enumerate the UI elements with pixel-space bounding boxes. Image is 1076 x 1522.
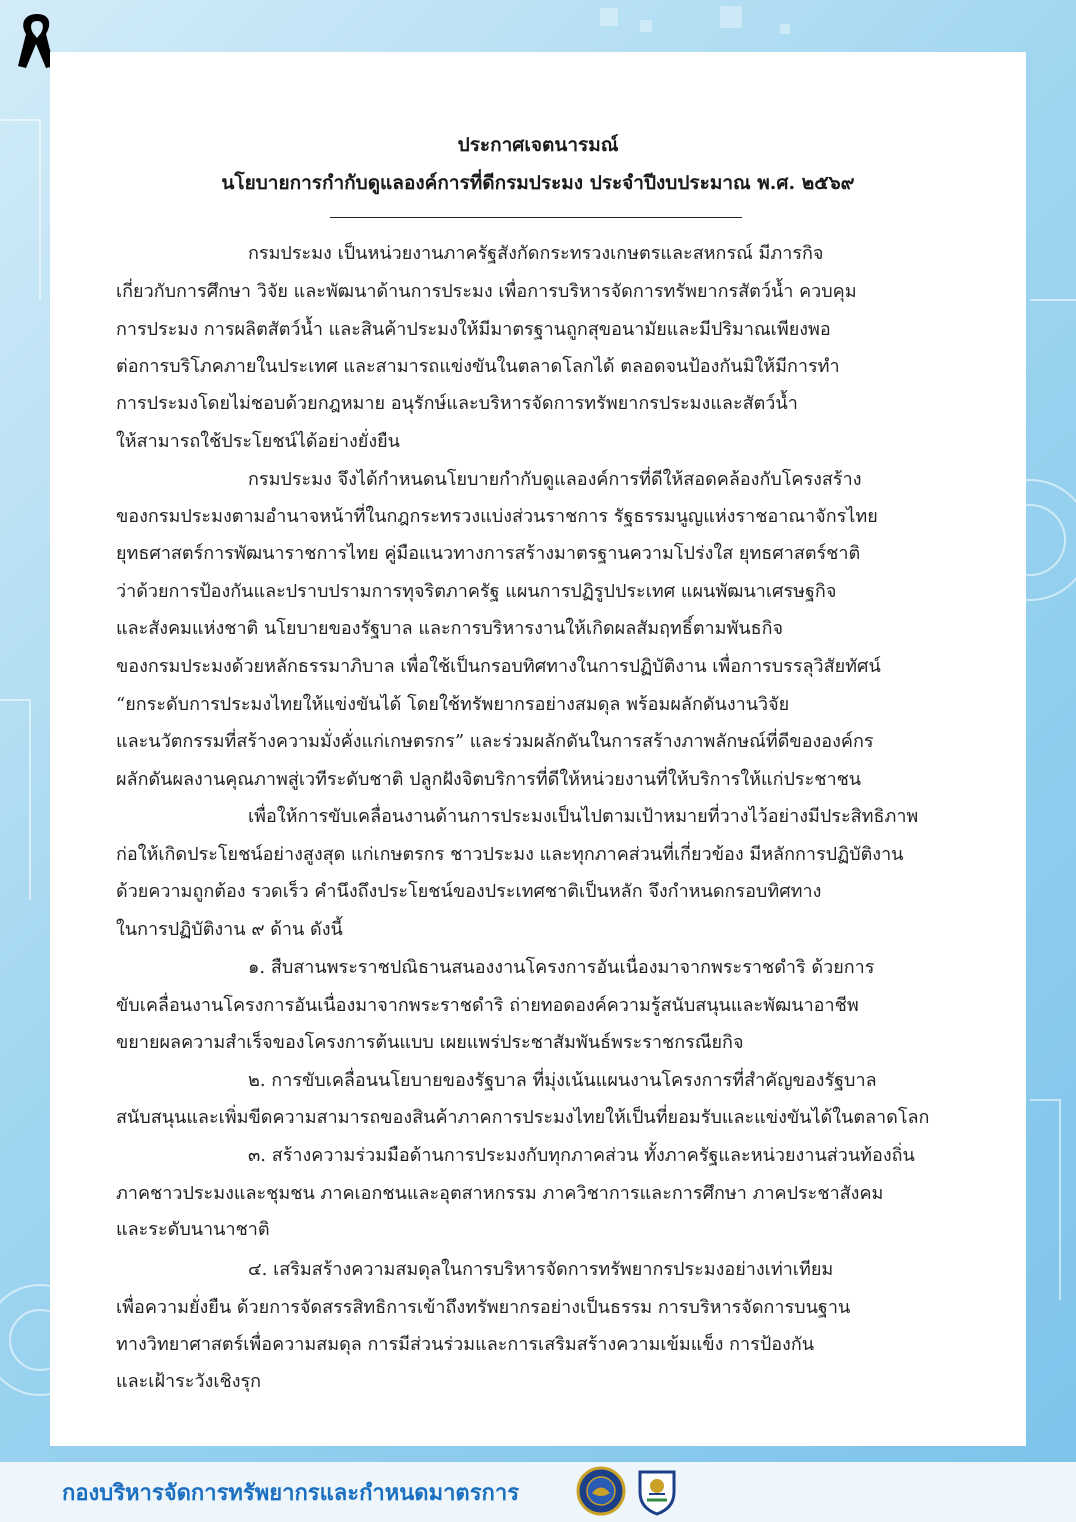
document-subtitle: นโยบายการกำกับดูแลองค์การที่ดีกรมประมง ประจำปีงบประมาณ พ.ศ. ๒๕๖๙ [221, 172, 855, 194]
body-line: สนับสนุนและเพิ่มขีดความสามารถของสินค้าภาคการประมงไทยให้เป็นที่ยอมรับและแข่งขันได้ในตลาดโลก [116, 1107, 930, 1128]
body-line: และระดับนานาชาติ [116, 1219, 270, 1240]
body-line: เกี่ยวกับการศึกษา วิจัย และพัฒนาด้านการประมง เพื่อการบริหารจัดการทรัพยากรสัตว์น้ำ ควบคุม [116, 281, 857, 302]
document-title: ประกาศเจตนารมณ์ [457, 134, 619, 156]
body-line: กรมประมง จึงได้กำหนดนโยบายกำกับดูแลองค์การที่ดีให้สอดคล้องกับโครงสร้าง [248, 469, 862, 490]
body-line: ภาคชาวประมงและชุมชน ภาคเอกชนและอุตสาหกรรม ภาควิชาการและการศึกษา ภาคประชาสังคม [116, 1183, 884, 1204]
body-line: ยุทธศาสตร์การพัฒนาราชการไทย คู่มือแนวทางการสร้างมาตรฐานความโปร่งใส ยุทธศาสตร์ชาติ [116, 543, 861, 564]
body-line: ของกรมประมงด้วยหลักธรรมาภิบาล เพื่อใช้เป็นกรอบทิศทางในการปฏิบัติงาน เพื่อการบรรลุวิสัยทัศน์ [116, 656, 881, 677]
body-line: และเฝ้าระวังเชิงรุก [116, 1371, 262, 1392]
department-seal-icon [576, 1466, 626, 1516]
division-emblem-icon [632, 1466, 682, 1516]
body-line: ให้สามารถใช้ประโยชน์ได้อย่างยั่งยืน [116, 431, 400, 452]
footer-bar [0, 1462, 1076, 1522]
body-line: ขยายผลความสำเร็จของโครงการต้นแบบ เผยแพร่ประชาสัมพันธ์พระราชกรณียกิจ [116, 1032, 744, 1053]
body-line: เพื่อให้การขับเคลื่อนงานด้านการประมงเป็นไปตามเป้าหมายที่วางไว้อย่างมีประสิทธิภาพ [248, 806, 919, 827]
body-line: ว่าด้วยการป้องกันและปราบปรามการทุจริตภาครัฐ แผนการปฏิรูปประเทศ แผนพัฒนาเศรษฐกิจ [116, 581, 837, 602]
body-line: และสังคมแห่งชาติ นโยบายของรัฐบาล และการบริหารงานให้เกิดผลสัมฤทธิ์ตามพันธกิจ [116, 618, 784, 639]
body-line: ๓. สร้างความร่วมมือด้านการประมงกับทุกภาคส่วน ทั้งภาครัฐและหน่วยงานส่วนท้องถิ่น [248, 1145, 915, 1166]
body-line: การประมง การผลิตสัตว์น้ำ และสินค้าประมงให้มีมาตรฐานถูกสุขอนามัยและมีปริมาณเพียงพอ [116, 319, 831, 340]
body-line: ในการปฏิบัติงาน ๙ ด้าน ดังนี้ [116, 919, 343, 940]
body-line: เพื่อความยั่งยืน ด้วยการจัดสรรสิทธิการเข้าถึงทรัพยากรอย่างเป็นธรรม การบริหารจัดการบนฐาน [116, 1297, 851, 1318]
body-line: ด้วยความถูกต้อง รวดเร็ว คำนึงถึงประโยชน์ของประเทศชาติเป็นหลัก จึงกำหนดกรอบทิศทาง [116, 881, 822, 902]
body-line: กรมประมง เป็นหน่วยงานภาครัฐสังกัดกระทรวงเกษตรและสหกรณ์ มีภารกิจ [248, 243, 824, 264]
body-line: ผลักดันผลงานคุณภาพสู่เวทีระดับชาติ ปลูกฝังจิตบริการที่ดีให้หน่วยงานที่ให้บริการให้แก่ประชาชน [116, 769, 862, 790]
body-line: ก่อให้เกิดประโยชน์อย่างสูงสุด แก่เกษตรกร ชาวประมง และทุกภาคส่วนที่เกี่ยวข้อง มีหลักการปฏิบัติงาน [116, 844, 904, 865]
body-line: ๑. สืบสานพระราชปณิธานสนองงานโครงการอันเนื่องมาจากพระราชดำริ ด้วยการ [248, 957, 875, 978]
body-line: ของกรมประมงตามอำนาจหน้าที่ในกฎกระทรวงแบ่งส่วนราชการ รัฐธรรมนูญแห่งราชอาณาจักรไทย [116, 506, 878, 527]
body-line: ๔. เสริมสร้างความสมดุลในการบริหารจัดการทรัพยากรประมงอย่างเท่าเทียม [248, 1259, 834, 1280]
body-line: ต่อการบริโภคภายในประเทศ และสามารถแข่งขันในตลาดโลกได้ ตลอดจนป้องกันมิให้มีการทำ [116, 356, 840, 377]
body-line: ทางวิทยาศาสตร์เพื่อความสมดุล การมีส่วนร่วมและการเสริมสร้างความเข้มแข็ง การป้องกัน [116, 1334, 815, 1355]
body-line: ๒. การขับเคลื่อนนโยบายของรัฐบาล ที่มุ่งเน้นแผนงานโครงการที่สำคัญของรัฐบาล [248, 1070, 877, 1091]
title-divider [330, 217, 742, 218]
body-line: การประมงโดยไม่ชอบด้วยกฎหมาย อนุรักษ์และบริหารจัดการทรัพยากรประมงและสัตว์น้ำ [116, 393, 798, 414]
body-line: “ยกระดับการประมงไทยให้แข่งขันได้ โดยใช้ทรัพยากรอย่างสมดุล พร้อมผลักดันงานวิจัย [116, 694, 790, 715]
footer-org-name: กองบริหารจัดการทรัพยากรและกำหนดมาตรการ [62, 1481, 520, 1506]
body-line: และนวัตกรรมที่สร้างความมั่งคั่งแก่เกษตรกร” และร่วมผลักดันในการสร้างภาพลักษณ์ที่ดีขององค์กร [116, 731, 874, 752]
document-sheet [50, 52, 1026, 1446]
body-line: ขับเคลื่อนงานโครงการอันเนื่องมาจากพระราชดำริ ถ่ายทอดองค์ความรู้สนับสนุนและพัฒนาอาชีพ [116, 995, 859, 1016]
